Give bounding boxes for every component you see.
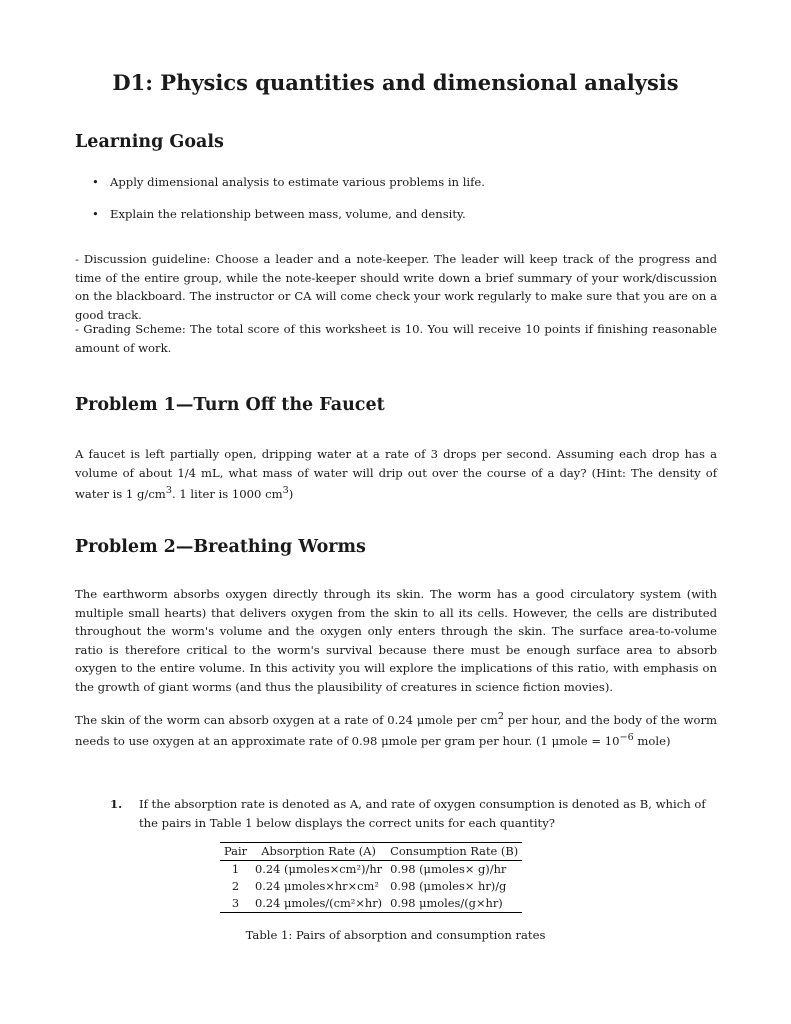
list-item xyxy=(92,205,485,224)
table-row xyxy=(220,861,522,879)
goal-text: Explain the relationship between mass, volume, and density. xyxy=(110,206,466,221)
superscript: 3 xyxy=(282,485,289,496)
question-number: 1. xyxy=(110,797,123,811)
rates-table xyxy=(220,842,522,913)
table-cell: 1 xyxy=(231,862,240,876)
problem2-intro: The earthworm absorbs oxygen directly through its skin. The worm has a good circulatory system (with multiple small hearts) that delivers oxygen from the skin to all its cells. However, the cells are distributed throughout the worm's volume and the oxygen only enters through the skin. The surface area-to-volume ratio is therefore critical to the worm's survival because there must be enough surface area to absorb oxygen to the entire volume. In this activity you will explore the implications of this ratio, with emphasis on the growth of giant worms (and thus the plausibility of creatures in science fiction movies). xyxy=(75,587,717,694)
table-header: Consumption Rate (B) xyxy=(390,844,519,858)
problem1-text-b: . 1 liter is 1000 cm xyxy=(171,486,283,501)
problem1-text-a: A faucet is left partially open, dripping water at a rate of 3 drops per second. Assuming each drop has a volume of about 1/4 mL, what mass of water will drip out over the course of a day? (Hint: The density of water is 1 g/cm xyxy=(75,447,717,501)
problem1-body xyxy=(75,445,717,503)
learning-goals-list xyxy=(92,173,485,236)
superscript: −6 xyxy=(619,732,634,744)
question-1 xyxy=(111,795,717,832)
rates-text-a: The skin of the worm can absorb oxygen at a rate of 0.24 μmole per cm xyxy=(75,712,498,727)
table-cell: 2 xyxy=(231,879,240,893)
problem2-heading: Problem 2—Breathing Worms xyxy=(75,537,366,557)
rates-text-c: mole) xyxy=(633,734,671,749)
table-header: Absorption Rate (A) xyxy=(261,844,376,858)
superscript: 3 xyxy=(165,485,172,496)
table-header: Pair xyxy=(224,844,248,858)
table-cell: 0.24 (μmoles×cm²)/hr xyxy=(255,862,383,876)
table-cell: 0.24 μmoles/(cm²×hr) xyxy=(255,896,383,910)
learning-goals-heading: Learning Goals xyxy=(75,132,224,152)
list-item xyxy=(92,173,485,192)
bullet-icon: • xyxy=(92,175,99,189)
grading-scheme: - Grading Scheme: The total score of this worksheet is 10. You will receive 10 points if finishing reasonable amount of work. xyxy=(75,322,717,355)
table-cell: 0.98 μmoles/(g×hr) xyxy=(390,896,503,910)
table-row xyxy=(220,895,522,913)
superscript: 2 xyxy=(497,711,504,722)
rates-text-b: per hour, and the body of the worm needs to use oxygen at an approximate rate of 0.98 μmole per gram per hour. (1 μmole = 10 xyxy=(75,712,717,749)
table-cell: 0.24 μmoles×hr×cm² xyxy=(255,879,379,893)
problem1-text-c: ) xyxy=(288,486,294,501)
problem1-heading: Problem 1—Turn Off the Faucet xyxy=(75,395,385,415)
table-header-row xyxy=(220,843,522,861)
discussion-guideline: - Discussion guideline: Choose a leader and a note-keeper. The leader will keep track of the progress and time of the entire group, while the note-keeper should write down a brief summary of your work/discussion on the blackboard. The instructor or CA will come check your work regularly to make sure that you are on a good track. xyxy=(75,252,717,322)
goal-text: Apply dimensional analysis to estimate various problems in life. xyxy=(110,175,485,189)
table-row xyxy=(220,878,522,895)
bullet-icon: • xyxy=(92,206,99,221)
problem2-rates xyxy=(75,708,717,751)
page-title: D1: Physics quantities and dimensional analysis xyxy=(112,70,679,95)
table-cell: 3 xyxy=(231,896,240,910)
table-caption: Table 1: Pairs of absorption and consumption rates xyxy=(245,928,546,942)
question-text: If the absorption rate is denoted as A, and rate of oxygen consumption is denoted as B, which of the pairs in Table 1 below displays the correct units for each quantity? xyxy=(139,797,706,830)
table-cell: 0.98 (μmoles× g)/hr xyxy=(390,862,507,876)
table-cell: 0.98 (μmoles× hr)/g xyxy=(390,879,507,893)
